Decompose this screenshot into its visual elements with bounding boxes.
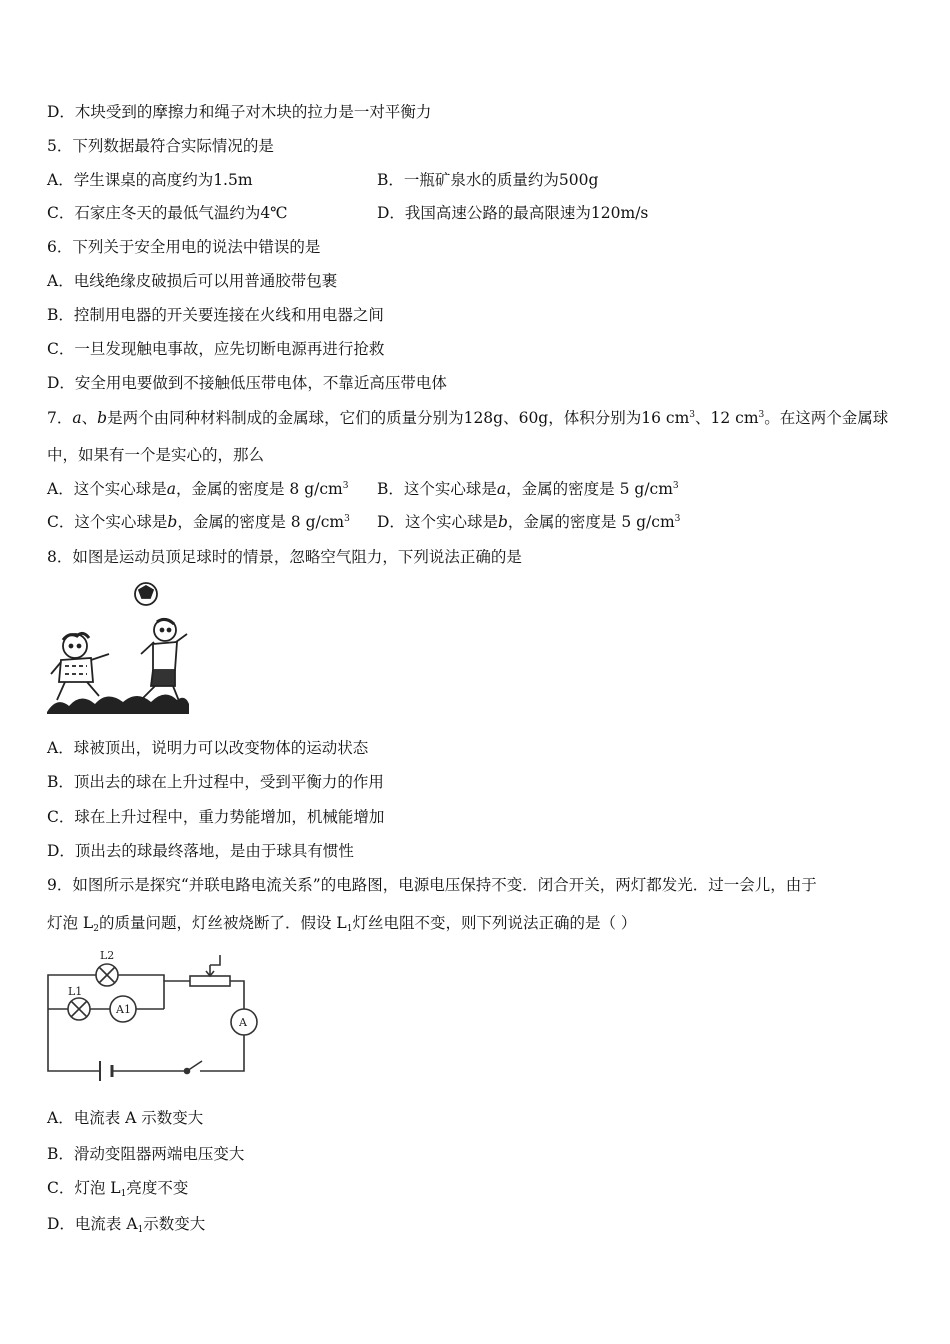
q5-option-d: D．我国高速公路的最高限速为120m/s xyxy=(377,204,649,222)
q7-stem: 7．a、b是两个由同种材料制成的金属球，它们的质量分别为128g、60g，体积分别为16 $cm^3$、12 $cm^3$。在这两个金属球 xyxy=(47,409,889,427)
q6-option-a: A．电线绝缘皮破损后可以用普通胶带包裹 xyxy=(47,272,338,290)
q6-option-b: B．控制用电器的开关要连接在火线和用电器之间 xyxy=(47,306,384,324)
q9-option-b: B．滑动变阻器两端电压变大 xyxy=(47,1145,245,1163)
q7-option-b: B．这个实心球是a，金属的密度是 5 $g/cm^3$ xyxy=(377,480,679,498)
q8-option-b: B．顶出去的球在上升过程中，受到平衡力的作用 xyxy=(47,773,384,791)
q5-option-c: C．石家庄冬天的最低气温约为4℃ xyxy=(47,204,288,222)
label-l2: L2 xyxy=(100,949,115,962)
q9-option-d: D．电流表 $A_1$示数变大 xyxy=(47,1215,206,1235)
label-a1: A1 xyxy=(116,1003,131,1016)
q9-stem-line2: 灯泡 $L_2$的质量问题，灯丝被烧断了．假设 $L_1$灯丝电阻不变，则下列说法正确的是（ ） xyxy=(47,914,637,934)
q9-stem: 9．如图所示是探究“并联电路电流关系”的电路图，电源电压保持不变．闭合开关，两灯都发光．过一会儿，由于 xyxy=(47,876,817,894)
q8-stem: 8．如图是运动员顶足球时的情景，忽略空气阻力，下列说法正确的是 xyxy=(47,548,522,566)
label-a: A xyxy=(239,1016,247,1029)
q5-option-a: A．学生课桌的高度约为1.5m xyxy=(47,171,253,189)
q8-option-d: D．顶出去的球最终落地，是由于球具有惯性 xyxy=(47,842,354,860)
q9-option-a: A．电流表 A 示数变大 xyxy=(47,1109,204,1127)
q9-option-c: C．灯泡 $L_1$亮度不变 xyxy=(47,1179,189,1199)
q7-option-c: C．这个实心球是b，金属的密度是 8 $g/cm^3$ xyxy=(47,513,350,531)
q7-option-d: D．这个实心球是b，金属的密度是 5 $g/cm^3$ xyxy=(377,513,681,531)
parallel-circuit-diagram xyxy=(44,945,266,1081)
q6-option-c: C．一旦发现触电事故，应先切断电源再进行抢救 xyxy=(47,340,385,358)
soccer-players-figure xyxy=(47,578,189,714)
q5-option-b: B．一瓶矿泉水的质量约为500g xyxy=(377,171,599,189)
q5-stem: 5．下列数据最符合实际情况的是 xyxy=(47,137,274,155)
q7-stem-line2: 中，如果有一个是实心的，那么 xyxy=(47,446,265,464)
q6-stem: 6．下列关于安全用电的说法中错误的是 xyxy=(47,238,321,256)
label-l1: L1 xyxy=(68,985,83,998)
q6-option-d: D．安全用电要做到不接触低压带电体，不靠近高压带电体 xyxy=(47,374,447,392)
q4-option-d: D．木块受到的摩擦力和绳子对木块的拉力是一对平衡力 xyxy=(47,103,432,121)
q8-option-a: A．球被顶出，说明力可以改变物体的运动状态 xyxy=(47,739,369,757)
q8-option-c: C．球在上升过程中，重力势能增加，机械能增加 xyxy=(47,808,385,826)
q7-option-a: A．这个实心球是a，金属的密度是 8 $g/cm^3$ xyxy=(47,480,349,498)
